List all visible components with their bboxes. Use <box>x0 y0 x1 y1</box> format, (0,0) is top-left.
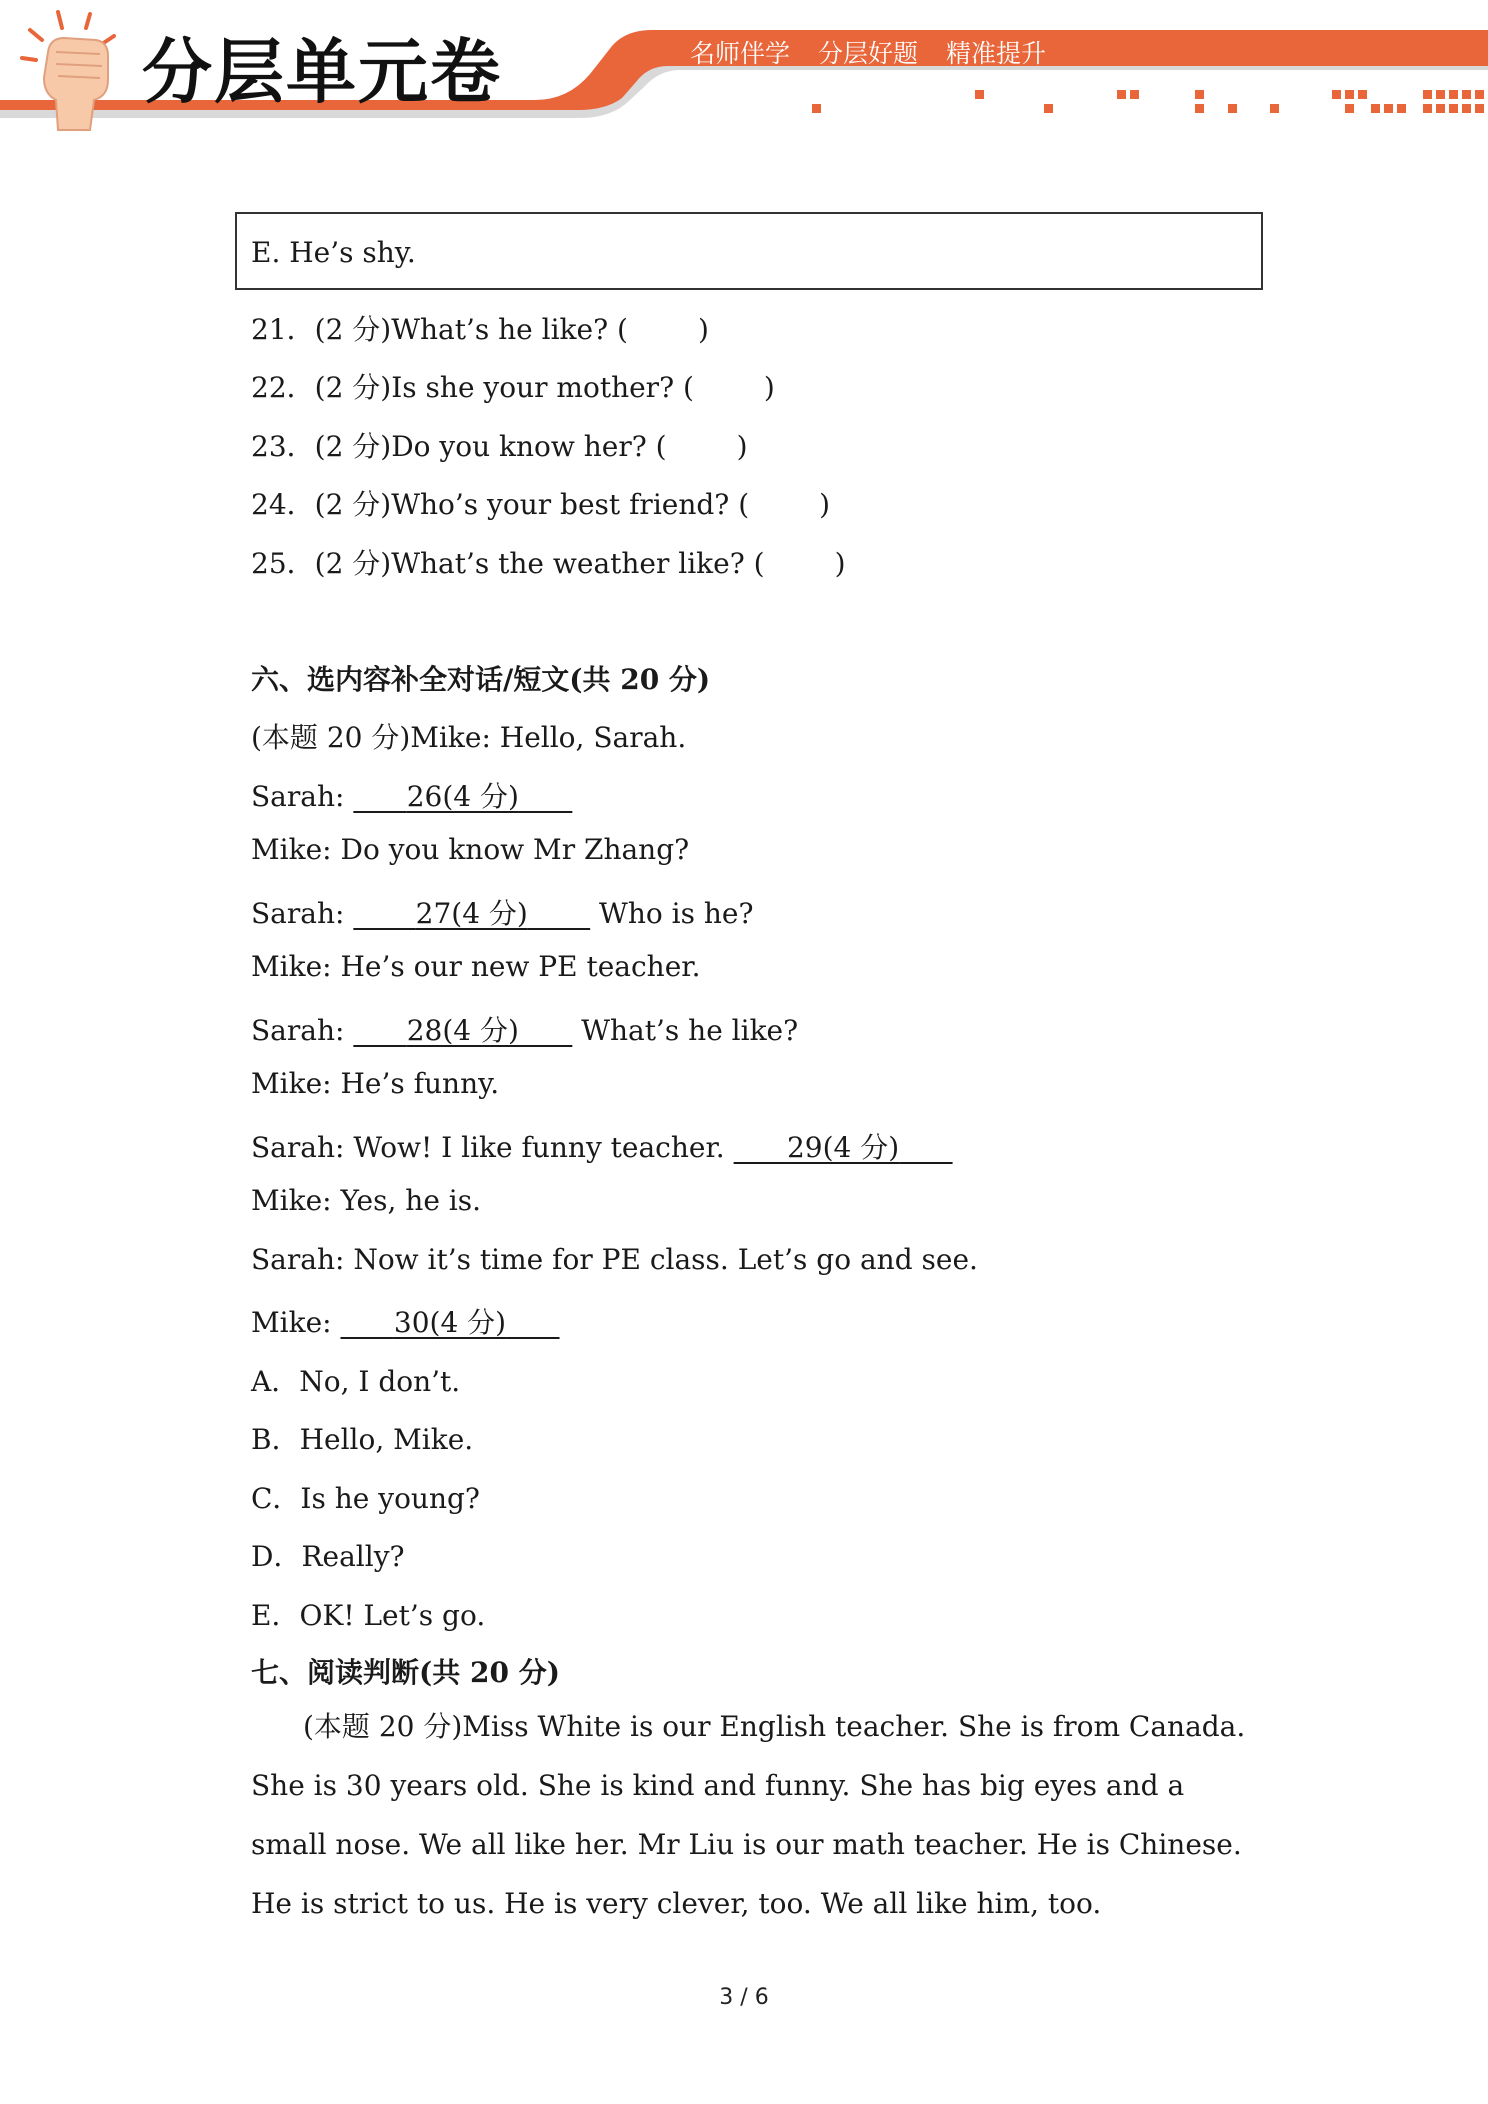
option-d: D．Really? <box>251 1540 405 1573</box>
dialogue-line: Mike: Do you know Mr Zhang? <box>251 833 690 866</box>
question-score: (2 分) <box>314 313 392 346</box>
page-header <box>0 0 1488 140</box>
question-25 <box>251 542 846 582</box>
dialogue-line: Mike: He’s our new PE teacher. <box>251 950 701 983</box>
section-6-intro: (本题 20 分)Mike: Hello, Sarah. <box>251 721 687 754</box>
answer-blank-26 <box>353 780 572 813</box>
question-24 <box>251 483 830 523</box>
question-score: (2 分) <box>314 371 392 404</box>
question-number: 23． <box>251 430 315 463</box>
answer-paren-close: ) <box>736 430 748 463</box>
answer-blank-29 <box>734 1131 953 1164</box>
dialogue-text: Sarah: <box>251 1014 354 1047</box>
dialogue-line <box>251 1009 798 1049</box>
slogan-1: 名师伴学 <box>690 39 791 68</box>
slogan-3: 精准提升 <box>946 39 1047 68</box>
answer-blank-30 <box>341 1306 560 1339</box>
answer-paren-close: ) <box>763 371 775 404</box>
dialogue-text: Sarah: <box>251 780 354 813</box>
question-text: What’s the weather like? ( <box>391 547 765 580</box>
dialogue-line <box>251 775 572 815</box>
question-23 <box>251 425 748 465</box>
question-score: (2 分) <box>314 547 392 580</box>
question-score: (2 分) <box>314 488 392 521</box>
dialogue-text: Mike: <box>251 1306 341 1339</box>
dialogue-line: Mike: He’s funny. <box>251 1067 500 1100</box>
blank-label: 28(4 分) <box>406 1014 519 1047</box>
question-score: (2 分) <box>314 430 392 463</box>
answer-blank-28 <box>353 1014 572 1047</box>
header-slogans <box>690 34 1046 74</box>
question-text: Do you know her? ( <box>391 430 667 463</box>
page-number: 3 / 6 <box>719 1985 769 2010</box>
option-b: B．Hello, Mike. <box>251 1423 474 1456</box>
fist-icon <box>10 0 130 140</box>
dialogue-text: Sarah: Wow! I like funny teacher. <box>251 1131 734 1164</box>
answer-blank-27 <box>353 897 590 930</box>
option-c: C．Is he young? <box>251 1482 480 1515</box>
dialogue-line <box>251 1126 953 1166</box>
reading-passage: (本题 20 分)Miss White is our English teacher. She is from Canada. She is 30 years old. She is kind and funny. She has big eyes and a small nose. We all like her. Mr Liu is our math teacher. He is Chinese. He is strict to us. He is very clever, too. We all like him, too. <box>251 1710 1246 1920</box>
blank-label: 30(4 分) <box>393 1306 507 1339</box>
answer-paren-close: ) <box>819 488 831 521</box>
section-6-title: 六、选内容补全对话/短文(共 20 分) <box>251 663 711 696</box>
dialogue-line <box>251 892 753 932</box>
option-box-text: E. He’s shy. <box>251 236 416 269</box>
question-number: 22． <box>251 371 315 404</box>
dialogue-text: Sarah: <box>251 897 354 930</box>
answer-paren-close: ) <box>697 313 709 346</box>
blank-label: 27(4 分) <box>415 897 528 930</box>
brand-title: 分层单元卷 <box>142 31 502 113</box>
section-7-title: 七、阅读判断(共 20 分) <box>251 1656 560 1689</box>
question-number: 24． <box>251 488 315 521</box>
question-number: 21． <box>251 313 315 346</box>
dialogue-after: Who is he? <box>590 897 754 930</box>
question-21 <box>251 308 709 348</box>
question-text: What’s he like? ( <box>391 313 628 346</box>
option-e: E．OK! Let’s go. <box>251 1599 486 1632</box>
question-text: Who’s your best friend? ( <box>391 488 750 521</box>
question-text: Is she your mother? ( <box>391 371 694 404</box>
dialogue-after: What’s he like? <box>572 1014 799 1047</box>
question-number: 25． <box>251 547 315 580</box>
dialogue-line: Mike: Yes, he is. <box>251 1184 482 1217</box>
dialogue-line: Sarah: Now it’s time for PE class. Let’s go and see. <box>251 1243 978 1276</box>
answer-paren-close: ) <box>834 547 846 580</box>
blank-label: 29(4 分) <box>786 1131 900 1164</box>
option-box <box>235 212 1263 290</box>
slogan-2: 分层好题 <box>818 39 919 68</box>
dialogue-line <box>251 1301 560 1341</box>
blank-label: 26(4 分) <box>406 780 519 813</box>
question-22 <box>251 366 775 406</box>
option-a: A．No, I don’t. <box>251 1365 461 1398</box>
